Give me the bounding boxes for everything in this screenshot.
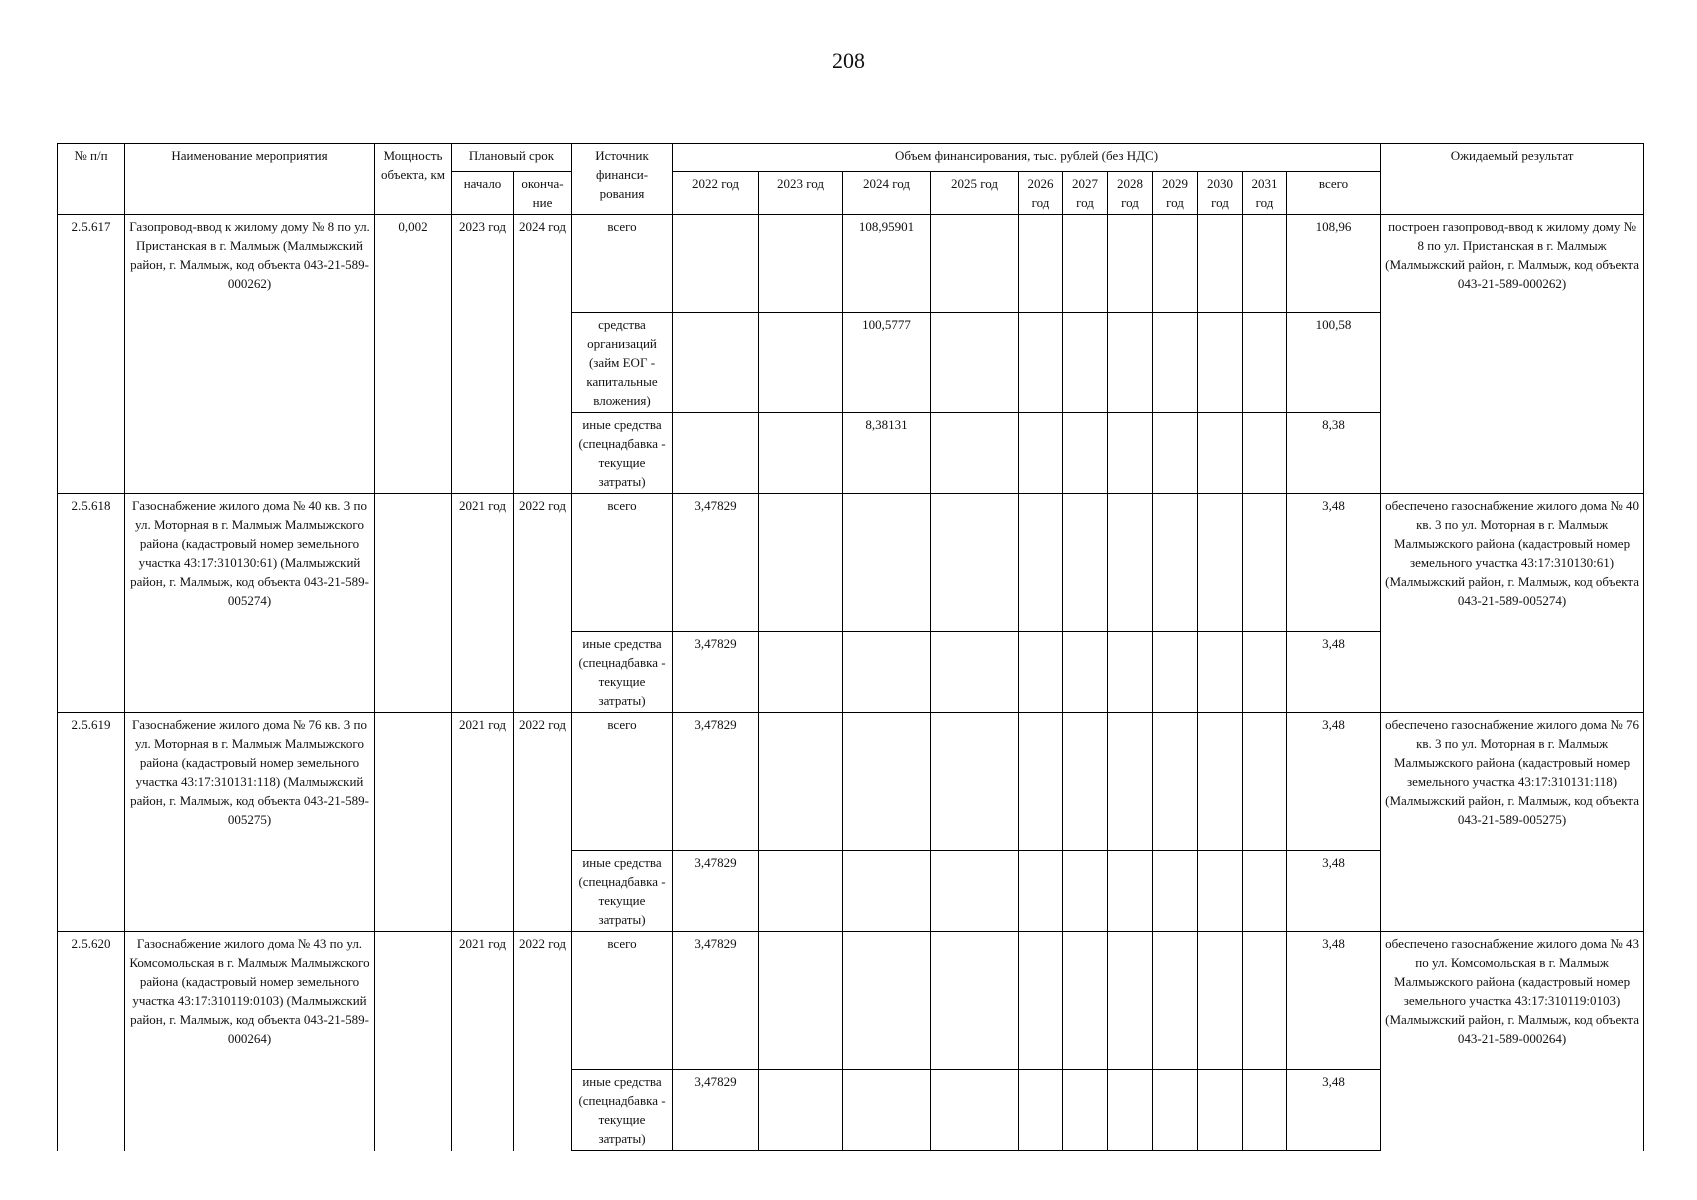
value-2024: [843, 1070, 931, 1151]
value-total: 8,38: [1287, 413, 1381, 494]
row-start: 2023 год: [452, 215, 514, 494]
row-result: построен газопровод-ввод к жилому дому № 8 по ул. Пристанская в г. Малмыж (Малмыжский район, г. Малмыж, код объекта 043-21-589-000262): [1381, 215, 1644, 494]
value-2022: 3,47829: [673, 1070, 759, 1151]
value-2022: 3,47829: [673, 851, 759, 932]
header-year-2030: 2030 год: [1198, 172, 1243, 215]
row-start: 2021 год: [452, 932, 514, 1151]
value-2022: [673, 313, 759, 413]
row-start: 2021 год: [452, 494, 514, 713]
header-year-2023: 2023 год: [759, 172, 843, 215]
source-name: всего: [572, 932, 673, 1070]
header-year-2026: 2026 год: [1019, 172, 1063, 215]
row-name: Газоснабжение жилого дома № 76 кв. 3 по ул. Моторная в г. Малмыж Малмыжского района (кадастровый номер земельного участка 43:17:310131:118) (Малмыжский район, г. Малмыж, код объекта 043-21-589-005275): [125, 713, 375, 932]
row-capacity: [375, 494, 452, 713]
value-2022: [673, 413, 759, 494]
row-name: Газоснабжение жилого дома № 40 кв. 3 по ул. Моторная в г. Малмыж Малмыжского района (кадастровый номер земельного участка 43:17:310130:61) (Малмыжский район, г. Малмыж, код объекта 043-21-589-005274): [125, 494, 375, 713]
source-name: иные средства (спецнадбавка - текущие затраты): [572, 1070, 673, 1151]
value-2024: 8,38131: [843, 413, 931, 494]
value-total: 3,48: [1287, 713, 1381, 851]
value-2024: [843, 494, 931, 632]
value-total: 3,48: [1287, 494, 1381, 632]
value-2022: 3,47829: [673, 632, 759, 713]
funding-table: [57, 143, 1644, 1151]
value-2024: [843, 713, 931, 851]
header-result: Ожидаемый результат: [1381, 144, 1644, 215]
header-funding: Объем финансирования, тыс. рублей (без НДС): [673, 144, 1381, 172]
row-name: Газопровод-ввод к жилому дому № 8 по ул. Пристанская в г. Малмыж (Малмыжский район, г. Малмыж, код объекта 043-21-589-000262): [125, 215, 375, 494]
value-total: 108,96: [1287, 215, 1381, 313]
source-name: иные средства (спецнадбавка - текущие затраты): [572, 851, 673, 932]
header-year-2022: 2022 год: [673, 172, 759, 215]
header-year-2027: 2027 год: [1063, 172, 1108, 215]
value-2024: [843, 632, 931, 713]
table-row: [58, 494, 1644, 632]
header-start: начало: [452, 172, 514, 215]
header-capacity: Мощность объекта, км: [375, 144, 452, 215]
row-end: 2024 год: [514, 215, 572, 494]
row-num: 2.5.619: [58, 713, 125, 932]
page-number: 208: [832, 48, 865, 73]
row-capacity: 0,002: [375, 215, 452, 494]
header-plan-term: Плановый срок: [452, 144, 572, 172]
header-source: Источник финанси-рования: [572, 144, 673, 215]
row-result: обеспечено газоснабжение жилого дома № 76 кв. 3 по ул. Моторная в г. Малмыж Малмыжского района (кадастровый номер земельного участка 43:17:310131:118) (Малмыжский район, г. Малмыж, код объекта 043-21-589-005275): [1381, 713, 1644, 932]
row-capacity: [375, 932, 452, 1151]
header-name: Наименование мероприятия: [125, 144, 375, 215]
header-num: № п/п: [58, 144, 125, 215]
row-capacity: [375, 713, 452, 932]
row-result: обеспечено газоснабжение жилого дома № 40 кв. 3 по ул. Моторная в г. Малмыж Малмыжского района (кадастровый номер земельного участка 43:17:310130:61) (Малмыжский район, г. Малмыж, код объекта 043-21-589-005274): [1381, 494, 1644, 713]
value-2024: [843, 932, 931, 1070]
header-year-2025: 2025 год: [931, 172, 1019, 215]
row-end: 2022 год: [514, 494, 572, 713]
table-row: [58, 932, 1644, 1070]
header-year-2024: 2024 год: [843, 172, 931, 215]
value-2024: [843, 851, 931, 932]
value-2022: [673, 215, 759, 313]
value-total: 3,48: [1287, 932, 1381, 1070]
value-total: 100,58: [1287, 313, 1381, 413]
source-name: всего: [572, 494, 673, 632]
row-result: обеспечено газоснабжение жилого дома № 43 по ул. Комсомольская в г. Малмыж Малмыжского района (кадастровый номер земельного участка 43:17:310119:0103) (Малмыжский район, г. Малмыж, код объекта 043-21-589-000264): [1381, 932, 1644, 1151]
value-2022: 3,47829: [673, 932, 759, 1070]
source-name: иные средства (спецнадбавка - текущие затраты): [572, 632, 673, 713]
table-row: [58, 215, 1644, 313]
value-2024: 108,95901: [843, 215, 931, 313]
source-name: иные средства (спецнадбавка - текущие затраты): [572, 413, 673, 494]
table-row: [58, 713, 1644, 851]
value-2024: 100,5777: [843, 313, 931, 413]
header-year-2028: 2028 год: [1108, 172, 1153, 215]
value-total: 3,48: [1287, 632, 1381, 713]
row-end: 2022 год: [514, 932, 572, 1151]
header-total: всего: [1287, 172, 1381, 215]
value-total: 3,48: [1287, 1070, 1381, 1151]
row-num: 2.5.618: [58, 494, 125, 713]
row-num: 2.5.620: [58, 932, 125, 1151]
header-year-2031: 2031 год: [1243, 172, 1287, 215]
source-name: всего: [572, 215, 673, 313]
row-end: 2022 год: [514, 713, 572, 932]
source-name: средства организаций (займ ЕОГ - капитальные вложения): [572, 313, 673, 413]
row-start: 2021 год: [452, 713, 514, 932]
row-name: Газоснабжение жилого дома № 43 по ул. Комсомольская в г. Малмыж Малмыжского района (кадастровый номер земельного участка 43:17:310119:0103) (Малмыжский район, г. Малмыж, код объекта 043-21-589-000264): [125, 932, 375, 1151]
row-num: 2.5.617: [58, 215, 125, 494]
value-total: 3,48: [1287, 851, 1381, 932]
header-year-2029: 2029 год: [1153, 172, 1198, 215]
source-name: всего: [572, 713, 673, 851]
header-end: оконча-ние: [514, 172, 572, 215]
value-2022: 3,47829: [673, 713, 759, 851]
value-2022: 3,47829: [673, 494, 759, 632]
